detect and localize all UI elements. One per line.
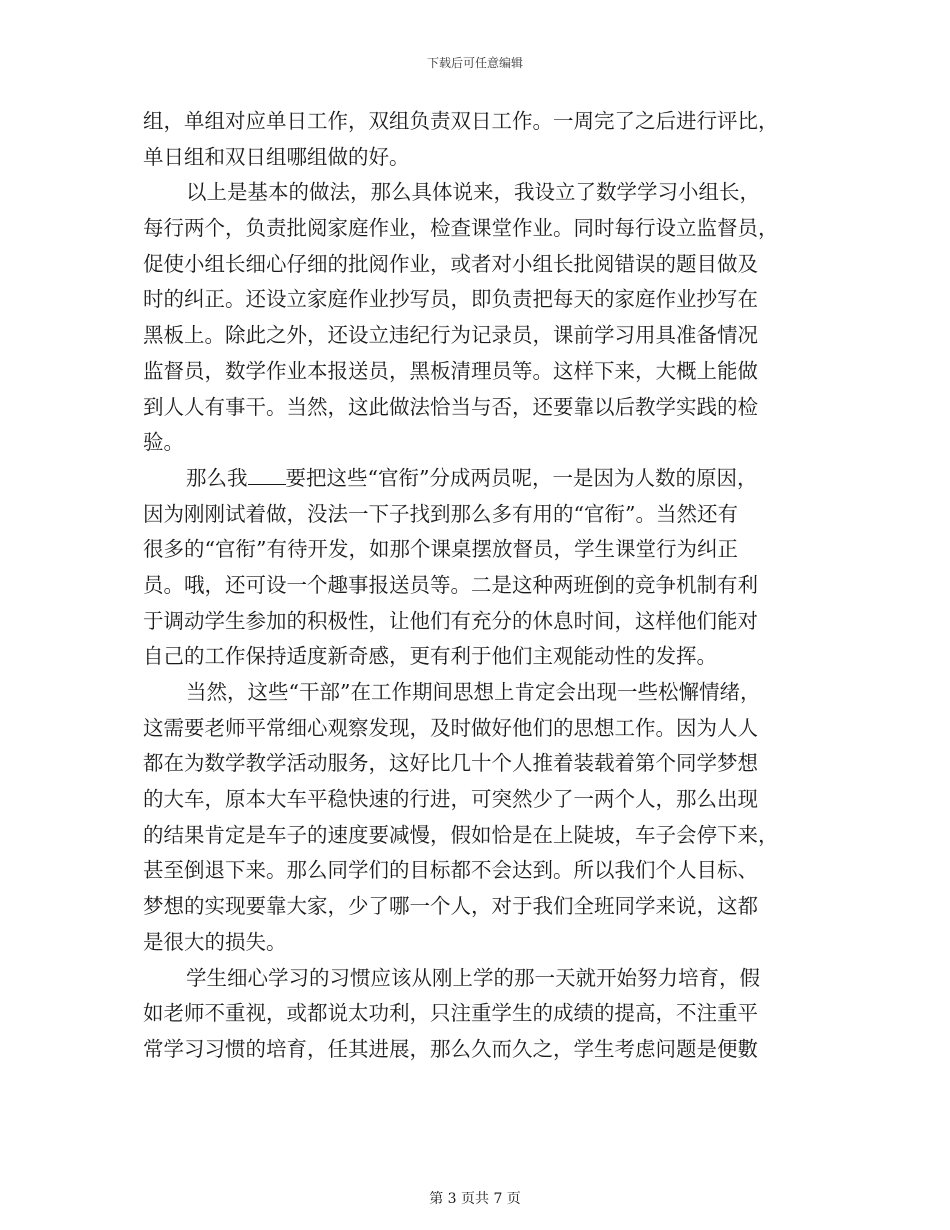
text-line: 学生细心学习的习惯应该从刚上学的那一天就开始努力培育，假 (186, 965, 760, 990)
text-line: 当然，这些“干部”在工作期间思想上肯定会出现一些松懈情绪， (186, 680, 761, 704)
fill-in-blank (248, 466, 286, 485)
page-header: 下载后可任意编辑 (426, 56, 523, 70)
text-line: 验。 (143, 430, 184, 455)
text-line: 单日组和双日组哪组做的好。 (143, 144, 410, 169)
text-line: 常学习习惯的培育，任其进展，那么久而久之，学生考虑问题是便數 (143, 1036, 758, 1061)
text-line: 很多的“官衔”有待开发，如那个课桌摆放督员，学生课堂行为纠正 (143, 537, 738, 562)
text-line: 时的纠正。还设立家庭作业抄写员，即负责把每天的家庭作业抄写在 (143, 287, 758, 312)
text-line: 这需要老师平常细心观察发现，及时做好他们的思想工作。因为人人 (143, 715, 758, 740)
text-line: 每行两个，负责批阅家庭作业，检查课堂作业。同时每行设立监督员， (143, 216, 779, 241)
document-body (143, 104, 807, 1068)
text-line: 的结果肯定是车子的速度要减慢，假如恰是在上陡坡，车子会停下来， (143, 822, 779, 847)
text-line: 监督员，数学作业本报送员，黑板清理员等。这样下来，大概上能做 (143, 358, 758, 383)
text-line: 员。哦，还可设一个趣事报送员等。二是这种两班倒的竞争机制有利 (143, 572, 758, 597)
text-line: 如老师不重视，或都说太功利，只注重学生的成绩的提高，不注重平 (143, 1001, 758, 1026)
text-fragment: 要把这些“官衔”分成两员呢，一是因为人数的原因， (285, 465, 758, 490)
text-line: 以上是基本的做法，那么具体说来，我设立了数学学习小组长， (186, 180, 760, 205)
text-line: 组，单组对应单日工作，双组负责双日工作。一周完了之后进行评比， (143, 109, 779, 133)
text-line: 到人人有事干。当然，这此做法恰当与否，还要靠以后教学实践的检 (143, 394, 758, 419)
text-line: 于调动学生参加的积极性，让他们有充分的休息时间，这样他们能对 (143, 608, 758, 633)
text-line: 都在为数学教学活动服务，这好比几十个人推着装载着第个同学梦想 (143, 751, 758, 776)
text-line: 甚至倒退下来。那么同学们的目标都不会达到。所以我们个人目标、 (143, 858, 758, 883)
text-line: 促使小组长细心仔细的批阅作业，或者对小组长批阅错误的题目做及 (143, 251, 758, 276)
text-line: 黑板上。除此之外，还设立违纪行为记录员，课前学习用具准备情况 (143, 323, 758, 348)
page-footer: 第 3 页共 7 页 (429, 1191, 521, 1207)
text-line: 的大车，原本大车平稳快速的行进，可突然少了一两个人，那么出现 (143, 787, 758, 812)
text-line: 梦想的实现要靠大家，少了哪一个人，对于我们全班同学来说，这都 (143, 894, 758, 919)
text-line: 是很大的损失。 (143, 929, 287, 954)
text-line: 因为刚刚试着做，没法一下子找到那么多有用的“官衔”。当然还有 (143, 501, 738, 526)
text-line: 自己的工作保持适度新奇感，更有利于他们主观能动性的发挥。 (143, 644, 717, 669)
text-fragment: 那么我 (186, 465, 248, 490)
text-line (143, 461, 807, 497)
